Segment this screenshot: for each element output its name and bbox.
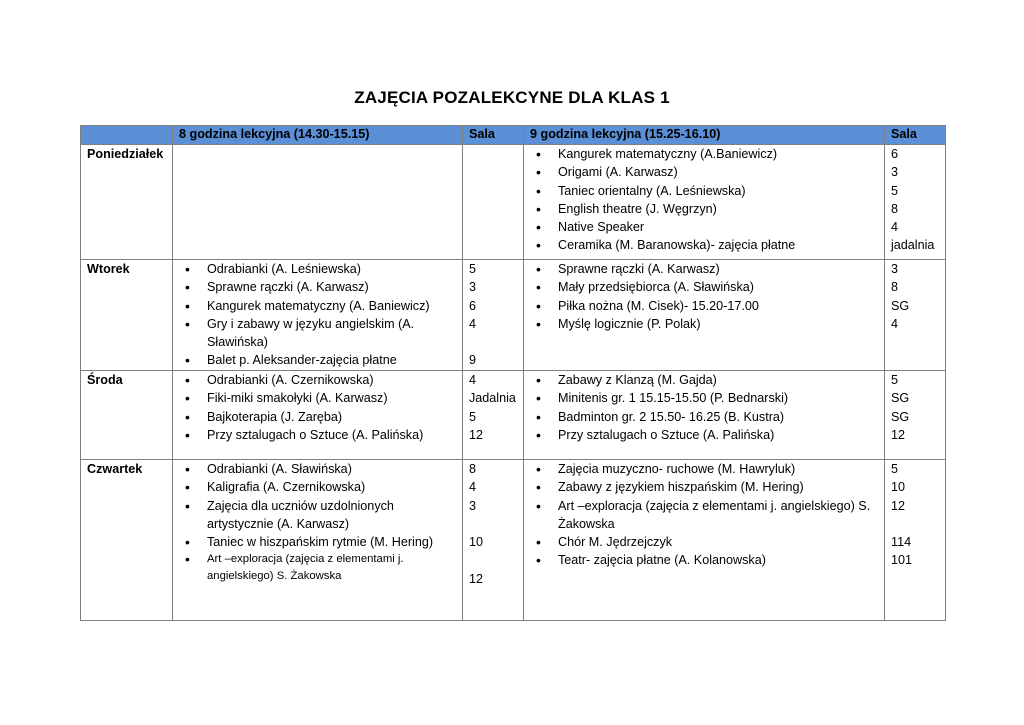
header-day <box>81 126 173 145</box>
activity-item: • Art –exploracja (zajęcia z elementami j. angielskiego) S. Żakowska <box>558 497 884 534</box>
hour8-activities <box>173 145 463 260</box>
activity-item: • Sprawne rączki (A. Karwasz) <box>558 260 884 278</box>
activity-item: • Piłka nożna (M. Cisek)- 15.20-17.00 <box>558 297 884 315</box>
activity-item: • Gry i zabawy w języku angielskim (A. Sławińska) <box>207 315 462 352</box>
activity-item: • Zabawy z językiem hiszpańskim (M. Hering) <box>558 478 884 496</box>
hour8-activities <box>173 371 463 460</box>
activity-item: • Zajęcia dla uczniów uzdolnionych artystycznie (A. Karwasz) <box>207 497 462 534</box>
hour8-rooms: 8 4 3 10 12 <box>463 460 524 621</box>
hour8-activities <box>173 460 463 621</box>
header-hour9: 9 godzina lekcyjna (15.25-16.10) <box>524 126 885 145</box>
hour9-activities <box>524 145 885 260</box>
activity-item: • Chór M. Jędrzejczyk <box>558 533 884 551</box>
hour8-activities <box>173 260 463 371</box>
activity-item: • Kangurek matematyczny (A.Baniewicz) <box>558 145 884 163</box>
header-sala1: Sala <box>463 126 524 145</box>
hour8-rooms: 4 Jadalnia 5 12 <box>463 371 524 460</box>
activity-item: • Odrabianki (A. Sławińska) <box>207 460 462 478</box>
activity-item: • Kaligrafia (A. Czernikowska) <box>207 478 462 496</box>
activity-item: • Odrabianki (A. Czernikowska) <box>207 371 462 389</box>
header-row <box>81 126 946 145</box>
activity-item: • Native Speaker <box>558 218 884 236</box>
activity-item: • Minitenis gr. 1 15.15-15.50 (P. Bednarski) <box>558 389 884 407</box>
activity-item: • Zabawy z Klanzą (M. Gajda) <box>558 371 884 389</box>
activity-item: • Przy sztalugach o Sztuce (A. Palińska) <box>558 426 884 444</box>
activity-item: • Mały przedsiębiorca (A. Sławińska) <box>558 278 884 296</box>
day-cell: Środa <box>81 371 173 460</box>
day-cell: Czwartek <box>81 460 173 621</box>
activity-item: • Sprawne rączki (A. Karwasz) <box>207 278 462 296</box>
hour9-rooms: 5 SG SG 12 <box>885 371 946 460</box>
activity-item: • Origami (A. Karwasz) <box>558 163 884 181</box>
day-cell: Wtorek <box>81 260 173 371</box>
activity-item: • Ceramika (M. Baranowska)- zajęcia płatne <box>558 236 884 254</box>
hour9-rooms: 3 8 SG 4 <box>885 260 946 371</box>
hour9-activities <box>524 460 885 621</box>
table-row <box>81 460 946 621</box>
activity-item: • Myślę logicznie (P. Polak) <box>558 315 884 333</box>
table-row <box>81 145 946 260</box>
activity-item: • Taniec w hiszpańskim rytmie (M. Hering) <box>207 533 462 551</box>
hour8-rooms: 5 3 6 4 9 <box>463 260 524 371</box>
activity-item: • Kangurek matematyczny (A. Baniewicz) <box>207 297 462 315</box>
activity-item: • Bajkoterapia (J. Zaręba) <box>207 408 462 426</box>
table-row <box>81 260 946 371</box>
day-cell: Poniedziałek <box>81 145 173 260</box>
schedule-table <box>80 125 946 621</box>
activity-item: • Taniec orientalny (A. Leśniewska) <box>558 182 884 200</box>
hour8-rooms <box>463 145 524 260</box>
activity-item: • Balet p. Aleksander-zajęcia płatne <box>207 351 462 369</box>
activity-item: • Teatr- zajęcia płatne (A. Kolanowska) <box>558 551 884 569</box>
hour9-activities <box>524 260 885 371</box>
header-hour8: 8 godzina lekcyjna (14.30-15.15) <box>173 126 463 145</box>
activity-item: • Odrabianki (A. Leśniewska) <box>207 260 462 278</box>
hour9-rooms: 6 3 5 8 4 jadalnia <box>885 145 946 260</box>
activity-item: • Art –exploracja (zajęcia z elementami j. angielskiego) S. Żakowska <box>207 551 462 585</box>
hour9-activities <box>524 371 885 460</box>
header-sala2: Sala <box>885 126 946 145</box>
hour9-rooms: 5 10 12 114 101 <box>885 460 946 621</box>
activity-item: • Zajęcia muzyczno- ruchowe (M. Hawryluk) <box>558 460 884 478</box>
activity-item: • English theatre (J. Węgrzyn) <box>558 200 884 218</box>
activity-item: • Badminton gr. 2 15.50- 16.25 (B. Kustra) <box>558 408 884 426</box>
table-row <box>81 371 946 460</box>
activity-item: • Przy sztalugach o Sztuce (A. Palińska) <box>207 426 462 444</box>
page-title: ZAJĘCIA POZALEKCYNE DLA KLAS 1 <box>354 88 670 107</box>
activity-item: • Fiki-miki smakołyki (A. Karwasz) <box>207 389 462 407</box>
